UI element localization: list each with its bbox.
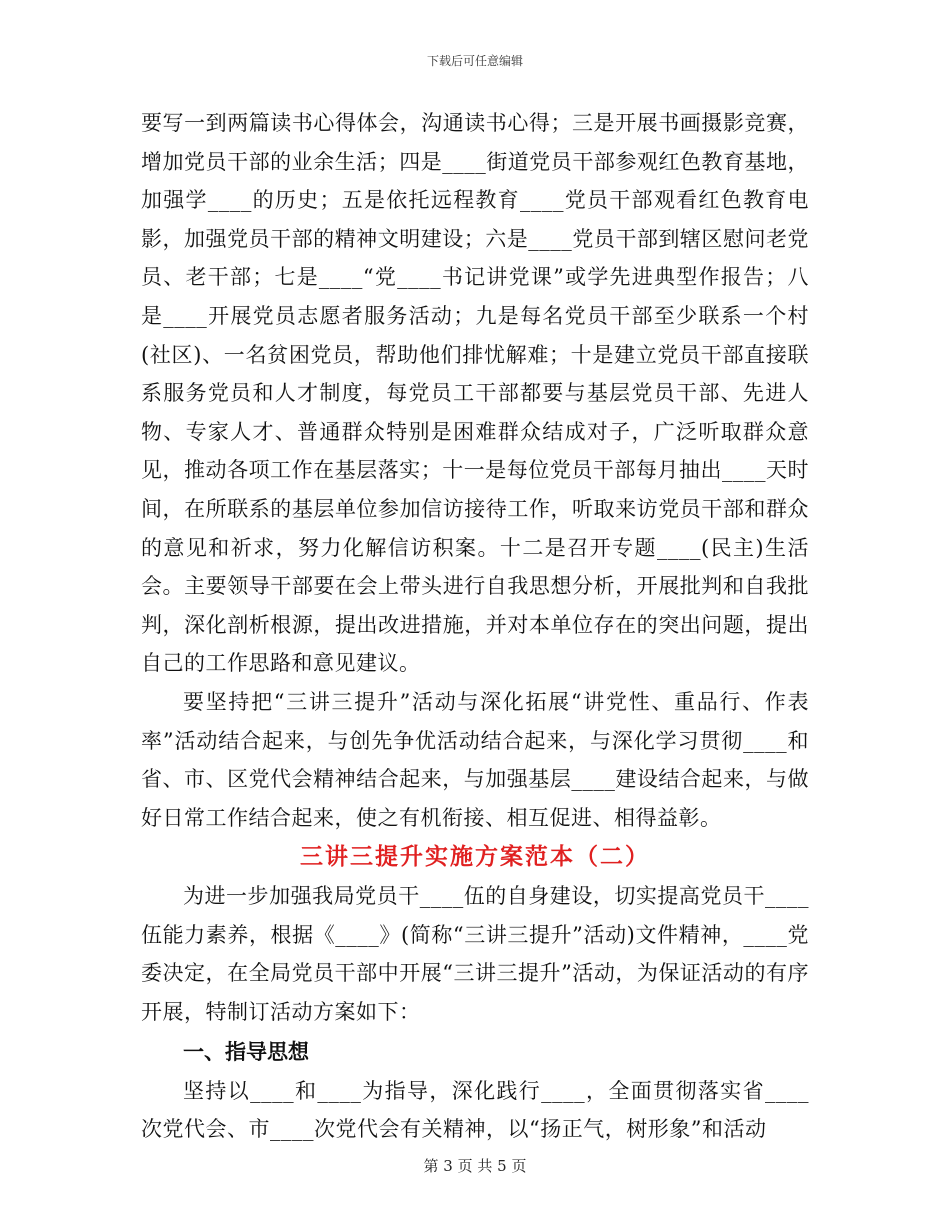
paragraph-activities: 要写一到两篇读书心得体会，沟通读书心得；三是开展书画摄影竞赛，增加党员干部的业余生活；四是____街道党员干部参观红色教育基地，加强学____的历史；五是依托远程教育____党员干部观看红色教育电影，加强党员干部的精神文明建设；六是____党员干部到辖区慰问老党员、老干部；七是____“党____书记讲党课”或学先进典型作报告；八是____开展党员志愿者服务活动；九是每名党员干部至少联系一个村(社区)、一名贫困党员，帮助他们排忧解难；十是建立党员干部直接联系服务党员和人才制度，每党员工干部都要与基层党员干部、先进人物、专家人才、普通群众特别是困难群众结成对子，广泛听取群众意见，推动各项工作在基层落实；十一是每位党员干部每月抽出____天时间，在所联系的基层单位参加信访接待工作，听取来访党员干部和群众的意见和祈求，努力化解信访积案。十二是召开专题____(民主)生活会。主要领导干部要在会上带头进行自我思想分析，开展批判和自我批判，深化剖析根源，提出改进措施，并对本单位存在的突出问题，提出自己的工作思路和意见建议。	[141, 111, 809, 676]
document-body	[141, 104, 809, 1149]
paragraph-integration: 要坚持把“三讲三提升”活动与深化拓展“讲党性、重品行、作表率”活动结合起来，与创先争优活动结合起来，与深化学习贯彻____和省、市、区党代会精神结合起来，与加强基层____建设结合起来，与做好日常工作结合起来，使之有机衔接、相互促进、相得益彰。	[141, 689, 809, 830]
section-title: 三讲三提升实施方案范本（二）	[300, 843, 650, 871]
subheading-guiding-ideology: 一、指导思想	[183, 1038, 309, 1064]
paragraph-guiding-ideology: 坚持以____和____为指导，深化践行____，全面贯彻落实省____次党代会、市____次党代会有关精神，以“扬正气，树形象”和活动	[141, 1078, 809, 1142]
page-number: 第 3 页 共 5 页	[423, 1157, 527, 1175]
page-header: 下载后可任意编辑	[426, 54, 523, 68]
paragraph-introduction: 为进一步加强我局党员干____伍的自身建设，切实提高党员干____伍能力素养，根据《____》(简称“三讲三提升”活动)文件精神，____党委决定，在全局党员干部中开展“三讲三提升”活动，为保证活动的有序开展，特制订活动方案如下：	[141, 884, 809, 1025]
